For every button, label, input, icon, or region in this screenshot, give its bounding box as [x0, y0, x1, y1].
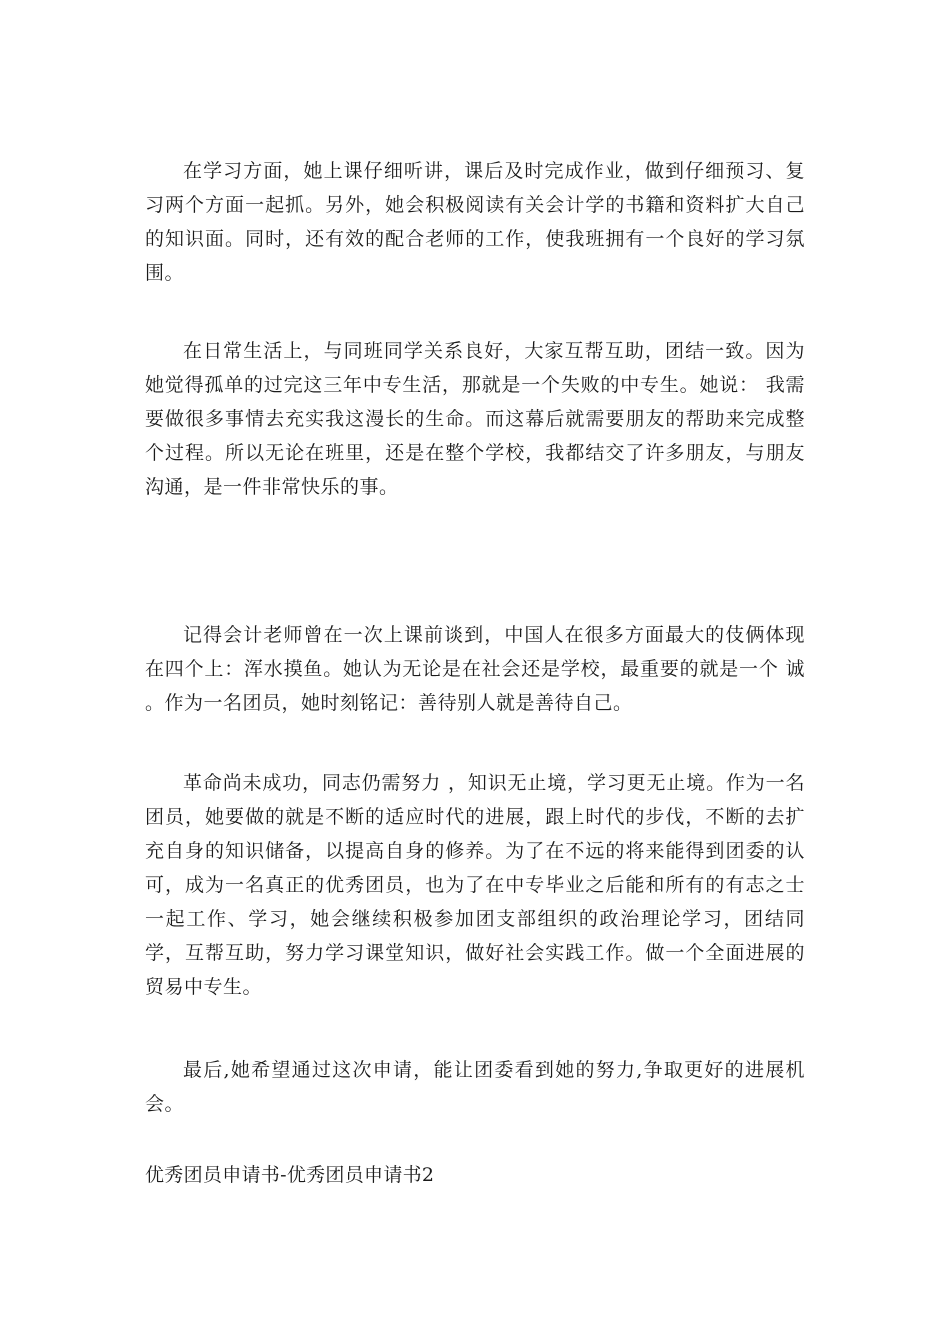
section-heading: 优秀团员申请书-优秀团员申请书2	[145, 1164, 435, 1186]
paragraph-accounting-teacher: 记得会计老师曾在一次上课前谈到，中国人在很多方面最大的伎俩体现在四个上：浑水摸鱼。她认为无论是在社会还是学校，最重要的就是一个 诚 。作为一名团员，她时刻铭记：善待别人就是善待自己。	[145, 624, 805, 714]
paragraph-closing: 最后,她希望通过这次申请，能让团委看到她的努力,争取更好的进展机会。	[145, 1059, 805, 1115]
paragraph-revolution: 革命尚未成功，同志仍需努力 ，知识无止境，学习更无止境。作为一名团员，她要做的就是不断的适应时代的进展，跟上时代的步伐，不断的去扩充自身的知识储备，以提高自身的修养。为了在不远的将来能得到团委的认可，成为一名真正的优秀团员，也为了在中专毕业之后能和所有的有志之士一起工作、学习，她会继续积极参加团支部组织的政治理论学习，团结同学，互帮互助，努力学习课堂知识，做好社会实践工作。做一个全面进展的贸易中专生。	[145, 772, 805, 998]
paragraph-study: 在学习方面，她上课仔细听讲，课后及时完成作业，做到仔细预习、复习两个方面一起抓。另外，她会积极阅读有关会计学的书籍和资料扩大自己的知识面。同时，还有效的配合老师的工作，使我班拥有一个良好的学习氛围。	[145, 160, 805, 284]
paragraph-daily-life: 在日常生活上，与同班同学关系良好，大家互帮互助，团结一致。因为她觉得孤单的过完这三年中专生活，那就是一个失败的中专生。她说： 我需要做很多事情去充实我这漫长的生命。而这幕后就需要朋友的帮助来完成整个过程。所以无论在班里，还是在整个学校，我都结交了许多朋友，与朋友沟通，是一件非常快乐的事。	[145, 340, 805, 498]
